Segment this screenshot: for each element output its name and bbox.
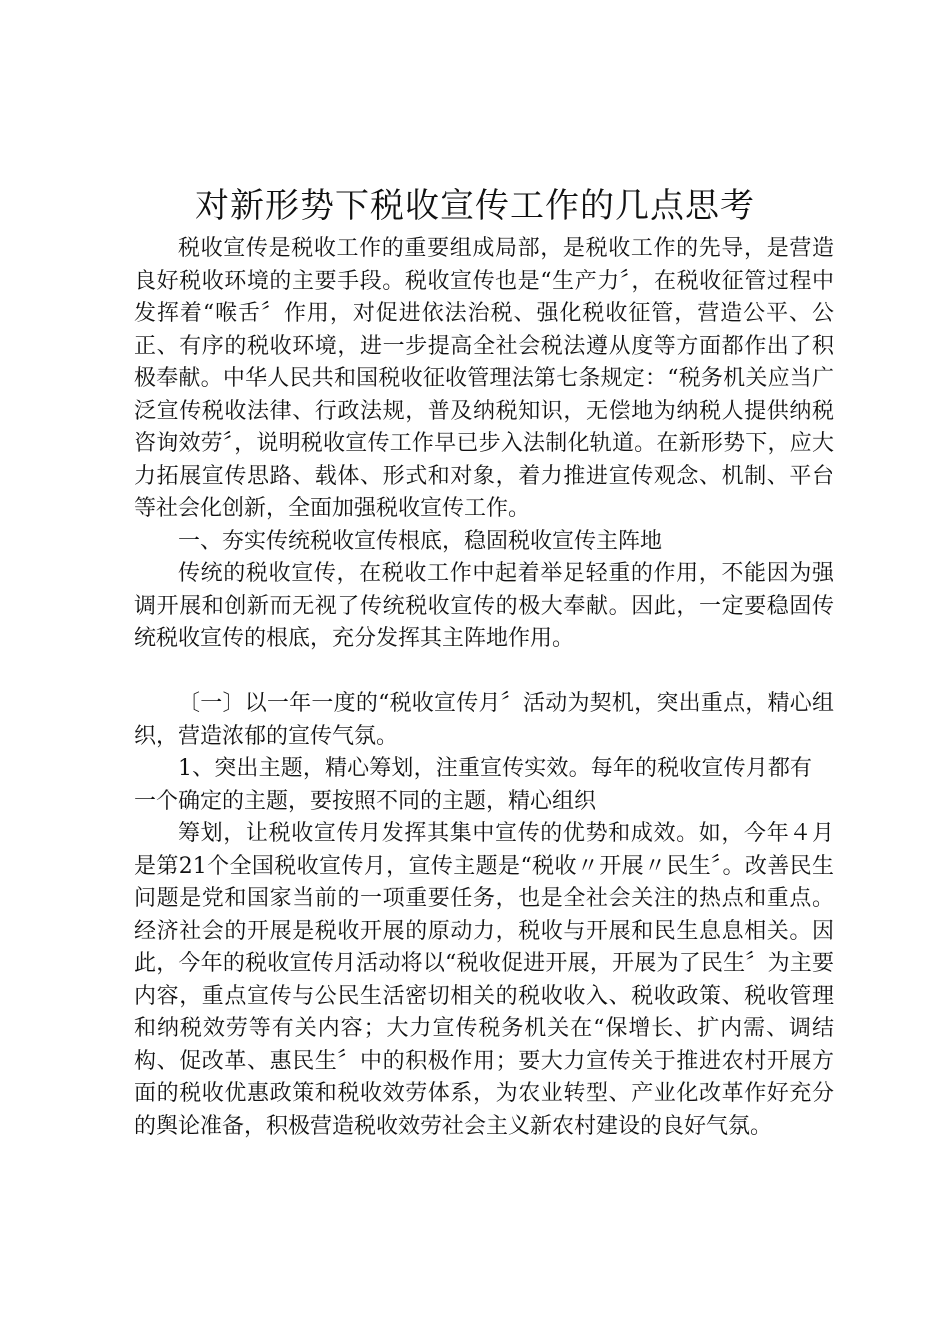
paragraph-spacer	[134, 656, 834, 689]
paragraph-section-1: 传统的税收宣传，在税收工作中起着举足轻重的作用，不能因为强调开展和创新而无视了传统税收宣传的极大奉献。因此，一定要稳固传统税收宣传的根底，充分发挥其主阵地作用。	[134, 561, 834, 651]
section-heading-1: 一、夯实传统税收宣传根底，稳固税收宣传主阵地	[178, 528, 663, 554]
paragraph-intro: 税收宣传是税收工作的重要组成局部，是税收工作的先导，是营造良好税收环境的主要手段。税收宣传也是“生产力〞，在税收征管过程中发挥着“喉舌〞作用，对促进依法治税、强化税收征管，营造公平、公正、有序的税收环境，进一步提高全社会税法遵从度等方面都作出了积极奉献。中华人民共和国税收征收管理法第七条规定：“税务机关应当广泛宣传税收法律、行政法规，普及纳税知识，无偿地为纳税人提供纳税咨询效劳〞，说明税收宣传工作早已步入法制化轨道。在新形势下，应大力拓展宣传思路、载体、形式和对象，着力推进宣传观念、机制、平台等社会化创新，全面加强税收宣传工作。	[134, 236, 834, 521]
document-body	[134, 233, 834, 1143]
paragraph-item-1-lead: 1、突出主题，精心筹划，注重宣传实效。每年的税收宣传月都有一个确定的主题，要按照不同的主题，精心组织	[134, 756, 812, 814]
subsection-heading-1: 〔一〕以一年一度的“税收宣传月〞活动为契机，突出重点，精心组织，营造浓郁的宣传气氛。	[134, 691, 834, 749]
document-title: 对新形势下税收宣传工作的几点思考	[195, 186, 755, 226]
paragraph-item-1-body: 筹划，让税收宣传月发挥其集中宣传的优势和成效。如，今年４月是第21个全国税收宣传月，宣传主题是“税收〃开展〃民生〞。改善民生问题是党和国家当前的一项重要任务，也是全社会关注的热点和重点。经济社会的开展是税收开展的原动力，税收与开展和民生息息相关。因此，今年的税收宣传月活动将以“税收促进开展，开展为了民生〞为主要内容，重点宣传与公民生活密切相关的税收收入、税收政策、税收管理和纳税效劳等有关内容；大力宣传税务机关在“保增长、扩内需、调结构、促改革、惠民生〞中的积极作用；要大力宣传关于推进农村开展方面的税收优惠政策和税收效劳体系，为农业转型、产业化改革作好充分的舆论准备，积极营造税收效劳社会主义新农村建设的良好气氛。	[134, 821, 834, 1139]
